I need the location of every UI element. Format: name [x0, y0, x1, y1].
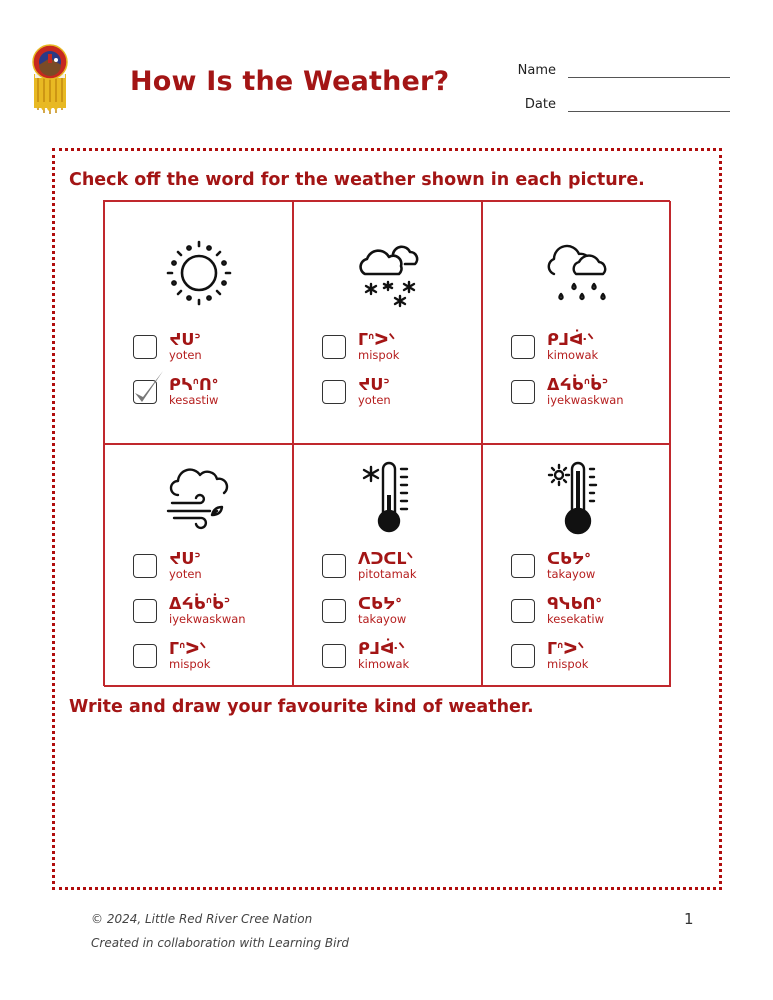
option-syllabics: ᒥᐢᐳᐠ [358, 330, 396, 350]
option-syllabics: ᐱᑐᑕᒪᐠ [358, 549, 414, 569]
checkmark-icon [132, 369, 166, 405]
weather-cell-wind [104, 444, 293, 687]
snowflake-icon [364, 467, 378, 481]
option-roman: pitotamak [358, 566, 417, 581]
weather-cell-hot [482, 444, 671, 687]
option-roman: yoten [358, 392, 391, 407]
option-syllabics: ᔪᑌᐣ [358, 375, 390, 395]
option-roman: kesekatiw [547, 611, 605, 626]
option-mispok [133, 633, 246, 678]
option-syllabics: ᑭᒧᐚᐠ [358, 639, 405, 659]
option-iyekwaskwan [133, 588, 246, 633]
sun-icon [154, 232, 244, 312]
option-syllabics: ᑫᓭᑲᑎᐤ [547, 594, 602, 614]
name-label: Name [517, 63, 556, 78]
checkbox[interactable] [133, 335, 157, 359]
checkbox[interactable] [511, 335, 535, 359]
option-roman: iyekwaskwan [547, 392, 624, 407]
copyright: © 2024, Little Red River Cree Nation [91, 912, 313, 926]
option-kesekatiw [511, 588, 604, 633]
hot-thermometer-icon [532, 457, 622, 537]
checkbox[interactable] [511, 599, 535, 623]
snow-cloud-icon [343, 232, 433, 312]
option-syllabics: ᒥᐢᐳᐠ [547, 639, 585, 659]
credit: Created in collaboration with Learning Bird [91, 936, 350, 950]
option-syllabics: ᑕᑲᔭᐤ [547, 549, 591, 569]
option-roman: mispok [547, 656, 589, 671]
page-title: How Is the Weather? [130, 66, 450, 97]
weather-cell-snow [293, 201, 482, 444]
checkbox[interactable] [322, 335, 346, 359]
checkbox[interactable] [133, 644, 157, 668]
option-yoten [322, 369, 399, 414]
cold-thermometer-icon [343, 457, 433, 537]
option-mispok [322, 324, 399, 369]
name-field [500, 58, 730, 78]
option-roman: kimowak [358, 656, 410, 671]
name-line[interactable] [568, 65, 730, 78]
rain-cloud-icon [532, 232, 622, 312]
date-line[interactable] [568, 99, 730, 112]
sun-small-icon [549, 465, 569, 485]
checkbox-checked[interactable] [133, 380, 157, 404]
checkbox[interactable] [133, 554, 157, 578]
option-syllabics: ᑭᒧᐚᐠ [547, 330, 594, 350]
option-syllabics: ᑭᓴᐢᑎᐤ [169, 375, 219, 395]
checkbox[interactable] [133, 599, 157, 623]
feather-fringe [34, 74, 66, 114]
option-roman: mispok [358, 347, 400, 362]
option-roman: takayow [547, 566, 596, 581]
option-syllabics: ᐃᔦᑳᐢᑳᐣ [169, 594, 231, 614]
option-kesastiw [133, 369, 218, 414]
logo [28, 44, 72, 116]
checkbox[interactable] [322, 644, 346, 668]
option-takayow [322, 588, 417, 633]
option-roman: mispok [169, 656, 211, 671]
checkbox[interactable] [322, 554, 346, 578]
draw-instruction: Write and draw your favourite kind of weather. [69, 697, 534, 717]
option-syllabics: ᐃᔦᑳᐢᑳᐣ [547, 375, 609, 395]
option-roman: yoten [169, 347, 202, 362]
checkbox[interactable] [511, 554, 535, 578]
page-number: 1 [684, 910, 694, 928]
wind-cloud-icon [154, 457, 244, 537]
checkbox[interactable] [322, 599, 346, 623]
option-pitotamak [322, 543, 417, 588]
weather-cell-cold [293, 444, 482, 687]
option-iyekwaskwan [511, 369, 624, 414]
option-mispok [511, 633, 604, 678]
weather-cell-sun [104, 201, 293, 444]
checkbox[interactable] [511, 644, 535, 668]
option-roman: iyekwaskwan [169, 611, 246, 626]
option-roman: takayow [358, 611, 407, 626]
weather-cell-rain [482, 201, 671, 444]
option-roman: kimowak [547, 347, 599, 362]
option-syllabics: ᔪᑌᐣ [169, 330, 201, 350]
option-yoten [133, 324, 218, 369]
option-syllabics: ᒥᐢᐳᐠ [169, 639, 207, 659]
check-instruction: Check off the word for the weather shown in each picture. [69, 170, 645, 190]
option-kimowak [511, 324, 624, 369]
checkbox[interactable] [322, 380, 346, 404]
option-kimowak [322, 633, 417, 678]
date-label: Date [524, 97, 556, 112]
checkbox[interactable] [511, 380, 535, 404]
weather-grid [103, 200, 670, 686]
option-roman: yoten [169, 566, 202, 581]
option-syllabics: ᔪᑌᐣ [169, 549, 201, 569]
date-field [500, 92, 730, 112]
option-roman: kesastiw [169, 392, 219, 407]
option-takayow [511, 543, 604, 588]
option-yoten [133, 543, 246, 588]
option-syllabics: ᑕᑲᔭᐤ [358, 594, 402, 614]
